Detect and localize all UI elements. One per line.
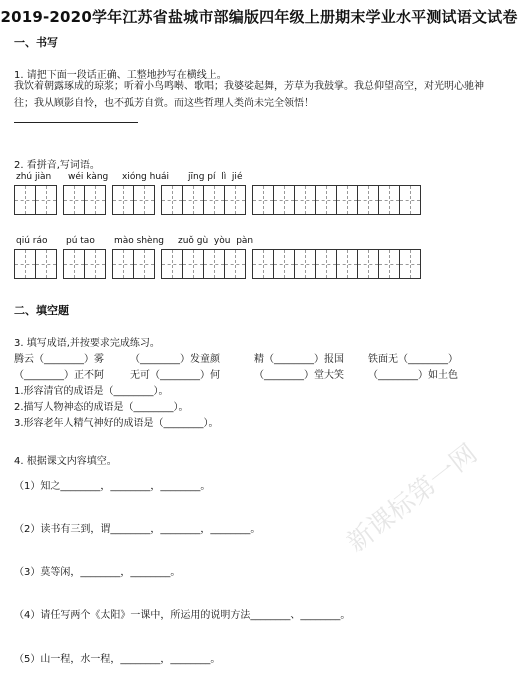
char-box[interactable] (378, 185, 400, 215)
char-box[interactable] (252, 249, 274, 279)
char-box[interactable] (294, 185, 316, 215)
char-box[interactable] (133, 185, 155, 215)
character-grid-row-1 (15, 185, 421, 215)
char-box[interactable] (35, 185, 57, 215)
char-box[interactable] (273, 185, 295, 215)
exam-title: 2019-2020学年江苏省盐城市部编版四年级上册期末学业水平测试语文试卷 (0, 8, 518, 26)
fill-item: （2）读书有三到，谓________，________，________。 (14, 524, 261, 535)
char-box[interactable] (84, 185, 106, 215)
char-box[interactable] (378, 249, 400, 279)
char-box[interactable] (399, 249, 421, 279)
fill-item: （4）请任写两个《太阳》一课中，所运用的说明方法________、________。 (14, 610, 351, 621)
fill-item: （3）莫等闲，________，________。 (14, 567, 181, 578)
char-box[interactable] (224, 249, 246, 279)
question-3-prompt: 3. 填写成语,并按要求完成练习。 (14, 338, 160, 349)
char-box[interactable] (336, 249, 358, 279)
char-box[interactable] (336, 185, 358, 215)
pinyin-label: jīng pí lì jié (188, 172, 243, 182)
char-box[interactable] (35, 249, 57, 279)
char-box[interactable] (14, 185, 36, 215)
sub-question: 3.形容老年人精气神好的成语是（________）。 (14, 418, 219, 429)
copy-answer-line[interactable] (14, 122, 138, 123)
idiom-item: （________）正不阿 (14, 370, 104, 381)
char-box[interactable] (182, 185, 204, 215)
idiom-item: （________）发童颜 (130, 354, 220, 365)
char-box[interactable] (294, 249, 316, 279)
question-1-line-1: 我饮着朝露琢成的琼浆；听着小鸟鸣啭、歌唱；我婆娑起舞，芳草为我鼓掌。我总仰望高空，对光明心驰神 (14, 81, 484, 92)
char-box[interactable] (161, 249, 183, 279)
watermark: 新课标第一网 (341, 438, 484, 559)
idiom-item: 精（________）报国 (254, 354, 344, 365)
idiom-item: 铁面无（________） (368, 354, 458, 365)
char-box[interactable] (399, 185, 421, 215)
question-4-prompt: 4. 根据课文内容填空。 (14, 456, 117, 467)
pinyin-label: mào shèng (114, 236, 164, 246)
char-box[interactable] (182, 249, 204, 279)
char-box[interactable] (14, 249, 36, 279)
char-box[interactable] (315, 185, 337, 215)
fill-item: （5）山一程，水一程，________，________。 (14, 654, 221, 665)
question-1-line-2: 往；我从顾影自怜，也不孤芳自赏。而这些哲理人类尚未完全领悟！ (14, 98, 314, 109)
pinyin-label: pú tao (66, 236, 95, 246)
section-heading-writing: 一、书写 (14, 36, 58, 49)
pinyin-label: zhú jiàn (16, 172, 52, 182)
question-2-prompt: 2. 看拼音,写词语。 (14, 160, 100, 171)
char-box[interactable] (161, 185, 183, 215)
pinyin-label: xióng huái (122, 172, 170, 182)
char-box[interactable] (273, 249, 295, 279)
fill-item: （1）知之________，________，________。 (14, 481, 211, 492)
char-box[interactable] (84, 249, 106, 279)
char-box[interactable] (252, 185, 274, 215)
char-box[interactable] (357, 249, 379, 279)
pinyin-label: qiú ráo (16, 236, 48, 246)
question-1-prompt: 1. 请把下面一段话正确、工整地抄写在横线上。 (14, 70, 227, 81)
char-box[interactable] (203, 185, 225, 215)
idiom-item: 无可（________）何 (130, 370, 220, 381)
char-box[interactable] (315, 249, 337, 279)
char-box[interactable] (63, 249, 85, 279)
char-box[interactable] (112, 185, 134, 215)
character-grid-row-2 (15, 249, 421, 279)
sub-question: 1.形容清官的成语是（________）。 (14, 386, 169, 397)
char-box[interactable] (203, 249, 225, 279)
pinyin-label: wéi kàng (68, 172, 109, 182)
char-box[interactable] (133, 249, 155, 279)
section-heading-fill-in: 二、填空题 (14, 304, 69, 317)
idiom-item: （________）如土色 (368, 370, 458, 381)
idiom-item: 腾云（________）雾 (14, 354, 104, 365)
idiom-item: （________）堂大笑 (254, 370, 344, 381)
char-box[interactable] (112, 249, 134, 279)
pinyin-label: zuǒ gù yòu pàn (178, 236, 254, 246)
char-box[interactable] (357, 185, 379, 215)
sub-question: 2.描写人物神态的成语是（________）。 (14, 402, 189, 413)
char-box[interactable] (224, 185, 246, 215)
char-box[interactable] (63, 185, 85, 215)
